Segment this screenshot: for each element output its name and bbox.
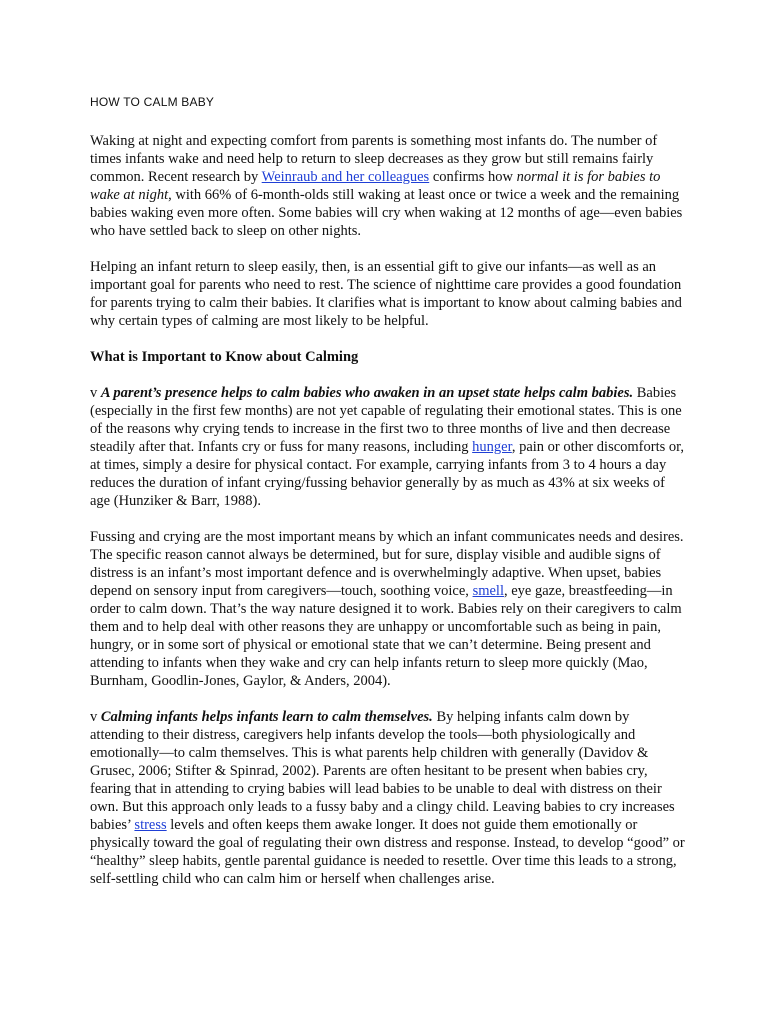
paragraph-1 [90,132,686,240]
p3-text-b: , pain or other discomforts or, at times, simply a desire for physical contact. For example, carrying infants from 3 to 4 hours a day reduces the duration of infant crying/fussing behavior generally by as much as 43% at six weeks of age (Hunziker & Barr, 1988). [90,439,685,509]
link-smell[interactable]: smell [472,583,504,599]
p1-text-b: confirms how [429,169,517,185]
p5-text-b: levels and often keeps them awake longer. It does not guide them emotionally or physically toward the goal of regulating their own distress and response. Instead, to develop “good” or “healthy” sleep habits, gentle parental guidance is needed to resettle. Over time this leads to a strong, self-settling child who can calm him or herself when challenges arise. [90,817,685,887]
section-heading: What is Important to Know about Calming [90,349,359,365]
p4-text-b: , eye gaze, breastfeeding—in order to calm down. That’s the way nature designed it to work. Babies rely on their caregivers to calm them and to help deal with other reasons they are unhappy or uncomfortable such as being in pain, hungry, or in some sort of physical or emotional state that we can’t determine. Being present and attending to infants when they wake and cry can help infants return to sleep more quickly (Mao, Burnham, Goodlin-Jones, Gaylor, & Anders, 2004). [90,583,682,689]
p4-text-a: Fussing and crying are the most important means by which an infant communicates needs and desires. The specific reason cannot always be determined, but for sure, display visible and audible signs of distress is an infant’s most important defence and is overwhelmingly adaptive. When upset, babies depend on sensory input from caregivers—touch, soothing voice, [90,529,684,599]
p3-lead: A parent’s presence helps to calm babies who awaken in an upset state helps calm babies. [100,385,634,401]
paragraph-5 [90,708,686,888]
p5-text-a: By helping infants calm down by attending to their distress, caregivers help infants develop the tools—both physiologically and emotionally—to calm themselves. This is what parents help children with generally (Davidov & Grusec, 2006; Stifter & Spinrad, 2002). Parents are often hesitant to be present when babies cry, fearing that in attending to crying babies will lead babies to be unable to deal with distress on their own. But this approach only leads to a fussy baby and a clingy child. Leaving babies to cry increases babies’ [90,709,675,833]
p1-italic: normal it is for babies to wake at night [90,169,661,203]
link-hunger[interactable]: hunger [472,439,512,455]
bullet-marker: v [90,385,101,401]
link-weinraub[interactable]: Weinraub and her colleagues [261,169,430,185]
paragraph-3 [90,384,686,510]
bullet-marker: v [90,709,101,725]
paragraph-4 [90,528,686,690]
paragraph-2: Helping an infant return to sleep easily, then, is an essential gift to give our infants—as well as an important goal for parents who need to rest. The science of nighttime care provides a good foundation for parents trying to calm their babies. It clarifies what is important to know about calming babies and why certain types of calming are most likely to be helpful. [90,259,682,329]
p3-text-a: Babies (especially in the first few months) are not yet capable of regulating their emotional states. This is one of the reasons why crying tends to increase in the first two to three months of live and then decrease steadily after that. Infants cry or fuss for many reasons, including [90,385,682,455]
p1-text-a: Waking at night and expecting comfort from parents is something most infants do. The number of times infants wake and need help to return to sleep decreases as they grow but still remains fairly common. Recent research by [90,133,658,185]
p1-text-c: , with 66% of 6-month-olds still waking at least once or twice a week and the remaining babies waking even more often. Some babies will cry when waking at 12 months of age—even babies who have settled back to sleep on other nights. [90,187,683,239]
document-title: HOW TO CALM BABY [90,95,215,109]
p5-lead: Calming infants helps infants learn to calm themselves. [100,709,433,725]
link-stress[interactable]: stress [134,817,167,833]
